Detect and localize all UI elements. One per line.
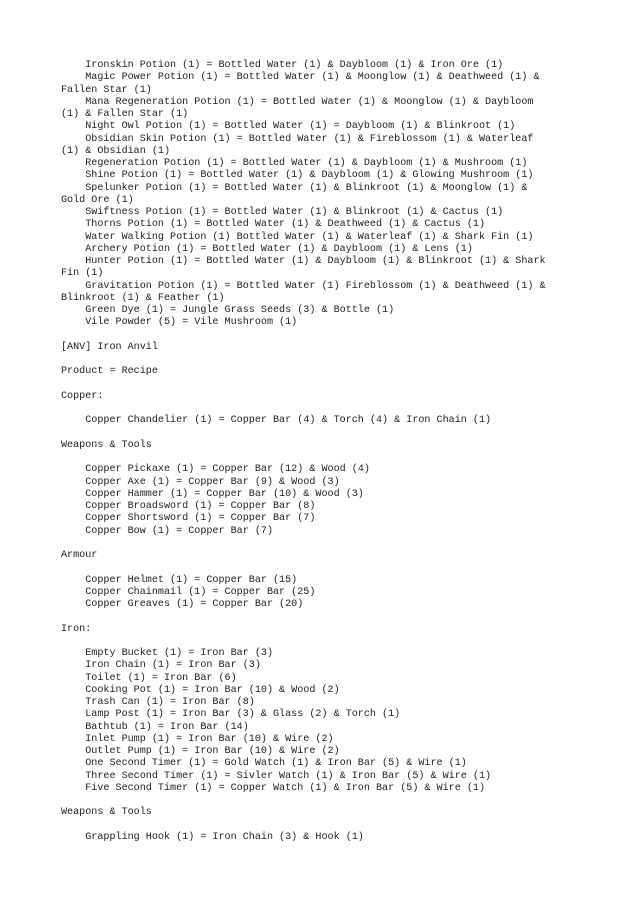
text-line: Copper Chainmail (1) = Copper Bar (25) <box>61 586 316 598</box>
text-line: Product = Recipe <box>61 366 158 378</box>
text-line: Copper Bow (1) = Copper Bar (7) <box>61 525 274 537</box>
text-line: Copper Axe (1) = Copper Bar (9) & Wood (3) <box>61 476 340 488</box>
text-line: Bathtub (1) = Iron Bar (14) <box>61 721 249 733</box>
text-line: Copper Helmet (1) = Copper Bar (15) <box>61 574 298 586</box>
text-line: Archery Potion (1) = Bottled Water (1) & Daybloom (1) & Lens (1) <box>61 243 473 255</box>
text-line: Toilet (1) = Iron Bar (6) <box>61 672 237 684</box>
blank-line <box>61 562 581 574</box>
text-line: Blinkroot (1) & Feather (1) <box>61 292 225 304</box>
blank-line <box>61 379 581 391</box>
blank-line <box>61 452 581 464</box>
text-line: (1) & Fallen Star (1) <box>61 109 189 120</box>
text-line: Regeneration Potion (1) = Bottled Water (1) & Daybloom (1) & Mushroom (1) <box>61 158 528 169</box>
text-line: Mana Regeneration Potion (1) = Bottled Water (1) & Moonglow (1) & Daybloom <box>61 96 534 108</box>
text-line: [ANV] Iron Anvil <box>61 341 158 353</box>
text-line: Gravitation Potion (1) = Bottled Water (1) Fireblossom (1) & Deathweed (1) & <box>61 280 546 292</box>
blank-line <box>61 330 581 342</box>
text-line: Weapons & Tools <box>61 439 152 451</box>
text-line: Lamp Post (1) = Iron Bar (3) & Glass (2) & Torch (1) <box>61 709 401 721</box>
text-line: Weapons & Tools <box>61 807 152 819</box>
text-line: Copper Broadsword (1) = Copper Bar (8) <box>61 501 316 512</box>
text-line: Vile Powder (5) = Vile Mushroom (1) <box>61 317 298 329</box>
text-line: Copper Pickaxe (1) = Copper Bar (12) & Wood (4) <box>61 464 370 476</box>
blank-line <box>61 795 581 807</box>
text-line: Magic Power Potion (1) = Bottled Water (1) & Moonglow (1) & Deathweed (1) & <box>61 72 540 84</box>
text-line: Ironskin Potion (1) = Bottled Water (1) & Daybloom (1) & Iron Ore (1) <box>61 60 504 71</box>
text-line: Spelunker Potion (1) = Bottled Water (1) & Blinkroot (1) & Moonglow (1) & <box>61 182 528 194</box>
text-line: (1) & Obsidian (1) <box>61 145 171 157</box>
blank-line <box>61 428 581 440</box>
text-line: Fallen Star (1) <box>61 84 152 96</box>
text-line: Copper Hammer (1) = Copper Bar (10) & Wood (3) <box>61 488 364 500</box>
text-line: Iron Chain (1) = Iron Bar (3) <box>61 660 261 672</box>
blank-line <box>61 611 581 623</box>
blank-line <box>61 820 581 832</box>
text-line: Shine Potion (1) = Bottled Water (1) & Daybloom (1) & Glowing Mushroom (1) <box>61 170 534 182</box>
text-line: Armour <box>61 550 98 561</box>
blank-line <box>61 538 581 550</box>
text-line: Grappling Hook (1) = Iron Chain (3) & Hook (1) <box>61 831 364 843</box>
text-line: Iron: <box>61 623 92 635</box>
text-line: One Second Timer (1) = Gold Watch (1) & Iron Bar (5) & Wire (1) <box>61 758 467 770</box>
recipe-text-block <box>61 60 581 844</box>
text-line: Trash Can (1) = Iron Bar (8) <box>61 697 255 708</box>
text-line: Copper Greaves (1) = Copper Bar (20) <box>61 599 304 610</box>
text-line: Inlet Pump (1) = Iron Bar (10) & Wire (2) <box>61 733 334 745</box>
text-line: Thorns Potion (1) = Bottled Water (1) & Deathweed (1) & Cactus (1) <box>61 219 486 231</box>
text-line: Cooking Pot (1) = Iron Bar (10) & Wood (2) <box>61 684 340 696</box>
text-line: Swiftness Potion (1) = Bottled Water (1) & Blinkroot (1) & Cactus (1) <box>61 207 504 218</box>
text-line: Obsidian Skin Potion (1) = Bottled Water (1) & Fireblossom (1) & Waterleaf <box>61 133 534 145</box>
text-line: Night Owl Potion (1) = Bottled Water (1) = Daybloom (1) & Blinkroot (1) <box>61 121 516 133</box>
text-line: Five Second Timer (1) = Copper Watch (1) & Iron Bar (5) & Wire (1) <box>61 782 486 794</box>
blank-line <box>61 636 581 648</box>
text-line: Water Walking Potion (1) Bottled Water (1) & Waterleaf (1) & Shark Fin (1) <box>61 231 534 243</box>
blank-line <box>61 354 581 366</box>
text-line: Copper: <box>61 390 104 402</box>
text-line: Fin (1) <box>61 268 104 280</box>
text-line: Gold Ore (1) <box>61 194 134 206</box>
text-line: Hunter Potion (1) = Bottled Water (1) & Daybloom (1) & Blinkroot (1) & Shark <box>61 256 546 267</box>
text-line: Copper Chandelier (1) = Copper Bar (4) & Torch (4) & Iron Chain (1) <box>61 415 492 427</box>
text-line: Outlet Pump (1) = Iron Bar (10) & Wire (2) <box>61 746 340 757</box>
text-line: Three Second Timer (1) = Sivler Watch (1) & Iron Bar (5) & Wire (1) <box>61 770 492 782</box>
text-line: Copper Shortsword (1) = Copper Bar (7) <box>61 513 316 525</box>
text-line: Empty Bucket (1) = Iron Bar (3) <box>61 648 274 659</box>
blank-line <box>61 403 581 415</box>
text-line: Green Dye (1) = Jungle Grass Seeds (3) & Bottle (1) <box>61 305 395 316</box>
